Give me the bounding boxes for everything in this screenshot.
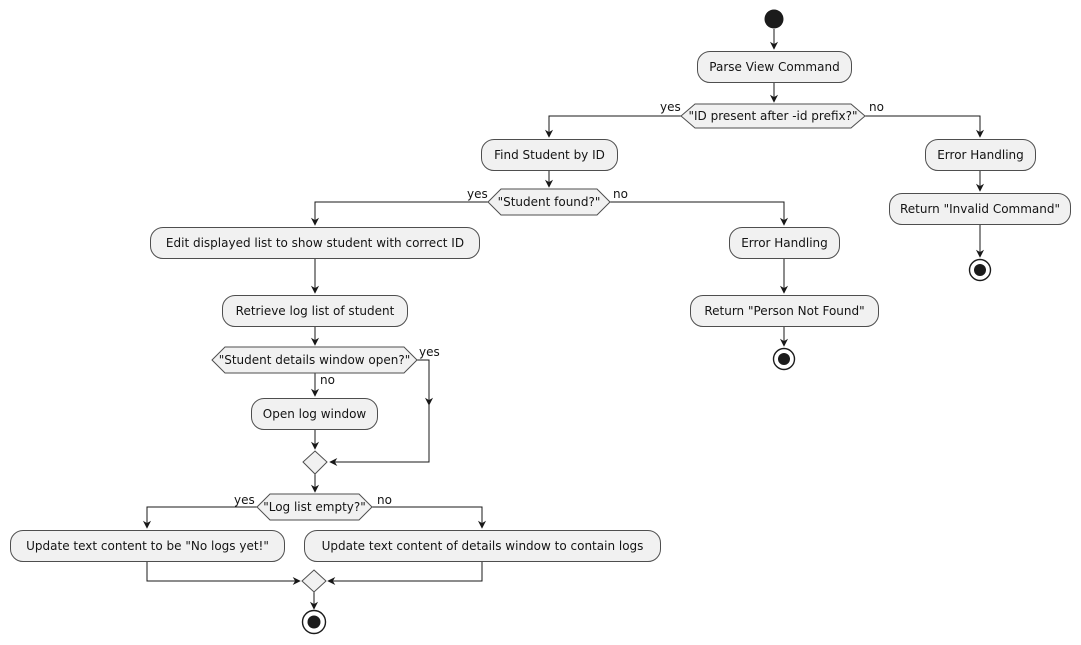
decision-window-open-label: "Student details window open?" — [218, 353, 411, 367]
decision-id-present-label: "ID present after -id prefix?" — [688, 109, 858, 123]
node-update-text-contain-logs: Update text content of details window to contain logs — [304, 530, 661, 562]
node-error-handling-not-found: Error Handling — [729, 227, 840, 259]
edge-id-yes-to-find-student — [549, 116, 681, 137]
edge-label-found-yes: yes — [467, 187, 488, 201]
edge-label-window-no: no — [320, 373, 335, 387]
decision-log-empty-label: "Log list empty?" — [263, 500, 366, 514]
edge-label-found-no: no — [613, 187, 628, 201]
decision-student-found-label: "Student found?" — [497, 195, 601, 209]
end-node-final-dot — [308, 616, 321, 629]
edge-found-no-to-error-handling — [610, 202, 784, 225]
node-return-invalid-command: Return "Invalid Command" — [889, 193, 1071, 225]
decision-log-empty-shape — [257, 494, 372, 520]
end-node-invalid-dot — [974, 264, 986, 276]
edge-id-no-to-error-handling — [865, 116, 980, 137]
edge-empty-no-to-contain-logs — [372, 507, 482, 528]
edge-label-empty-no: no — [377, 493, 392, 507]
node-retrieve-log-list: Retrieve log list of student — [222, 295, 408, 327]
merge-diamond-final — [302, 570, 326, 592]
edge-empty-yes-to-no-logs — [147, 507, 257, 528]
edge-label-id-yes: yes — [660, 100, 681, 114]
edge-label-window-yes: yes — [419, 345, 440, 359]
node-find-student-by-id: Find Student by ID — [481, 139, 618, 171]
decision-window-open-shape — [212, 347, 417, 373]
node-error-handling-invalid: Error Handling — [925, 139, 1036, 171]
end-node-not-found-dot — [778, 353, 790, 365]
edge-contain-logs-to-merge — [328, 562, 482, 581]
node-edit-displayed-list: Edit displayed list to show student with correct ID — [150, 227, 480, 259]
node-update-text-no-logs: Update text content to be "No logs yet!" — [10, 530, 285, 562]
merge-diamond-window — [303, 451, 327, 474]
node-open-log-window: Open log window — [251, 398, 378, 430]
edge-window-yes-loop-down — [417, 360, 429, 405]
edge-found-yes-to-edit-list — [315, 202, 488, 225]
edge-label-id-no: no — [869, 100, 884, 114]
node-return-person-not-found: Return "Person Not Found" — [690, 295, 879, 327]
decision-student-found-shape — [488, 189, 610, 215]
decision-id-present-shape — [681, 104, 865, 128]
node-parse-view-command: Parse View Command — [697, 51, 852, 83]
edge-no-logs-to-merge — [147, 562, 300, 581]
edge-label-empty-yes: yes — [234, 493, 255, 507]
start-node — [765, 10, 784, 29]
